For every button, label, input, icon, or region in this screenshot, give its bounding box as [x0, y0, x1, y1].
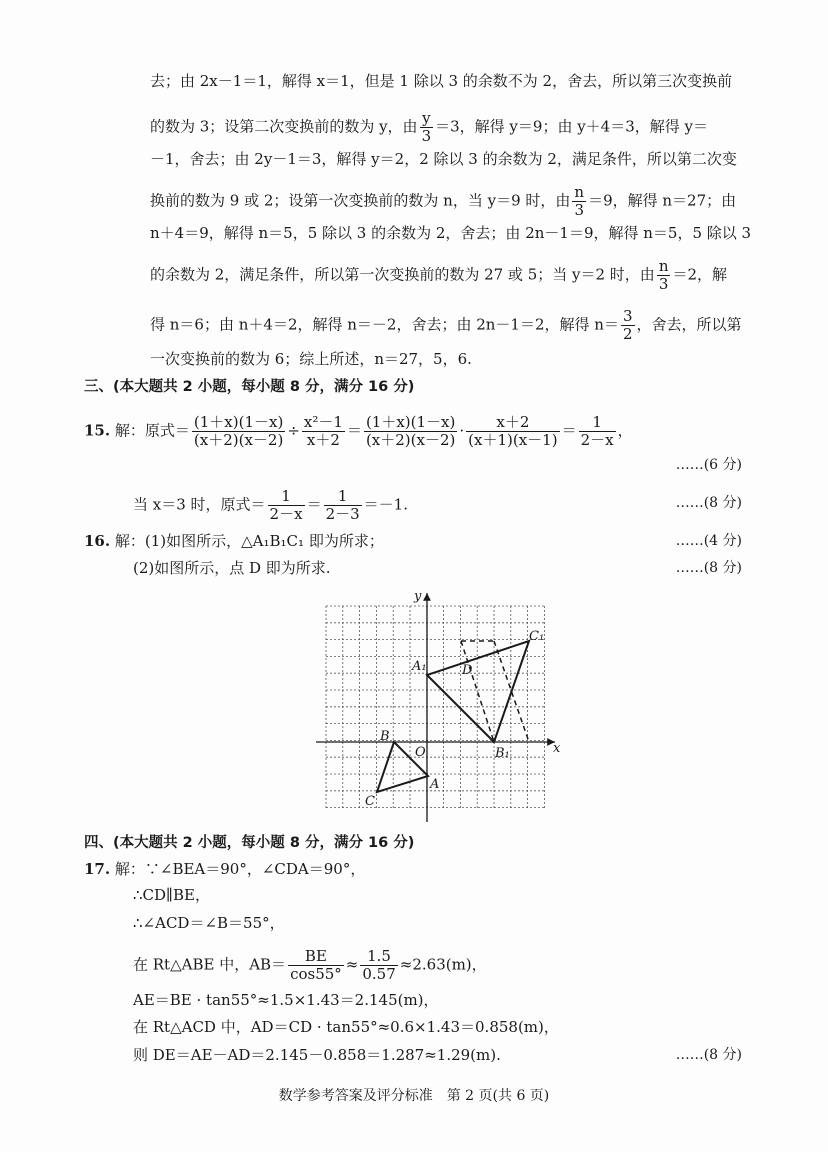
axes	[316, 593, 555, 822]
p14-line-4	[150, 184, 736, 219]
label-B1: B₁	[495, 746, 510, 761]
p15-div: ÷	[287, 421, 300, 440]
p14-line-2-a: 的数为 3；设第二次变换前的数为 y，由	[150, 117, 418, 136]
p15-score-1: ……(6 分)	[675, 457, 742, 473]
p15-eq-1: ＝	[346, 421, 362, 440]
p16-score-1: ……(4 分)	[675, 533, 742, 549]
p15-frac-2: $\frac{\text{x²－1}}{x+2}$	[303, 413, 343, 449]
triangle-A1B1C1	[427, 641, 529, 742]
p17-line-4-c: ≈2.63(m)，	[399, 955, 487, 974]
p17-line-7: 则 DE＝AE－AD＝2.145－0.858＝1.287≈1.29(m).	[133, 1046, 501, 1064]
p15-frac-7: $\frac{1}{2-3}$	[325, 487, 360, 523]
label-C1: C₁	[529, 629, 545, 644]
p17-line-4-a: 在 Rt△ABE 中，AB＝	[133, 955, 287, 974]
fraction-3-over-2: $\frac{3}{2}$	[622, 307, 633, 343]
p14-line-3: －1，舍去；由 2y－1＝3，解得 y＝2，2 除以 3 的余数为 2，满足条件，所以第二次变	[150, 150, 737, 168]
p15-end: ，	[617, 421, 633, 440]
p14-line-6-a: 的余数为 2，满足条件，所以第一次变换前的数为 27 或 5；当 y＝2 时，由	[150, 265, 655, 284]
p15-line-2	[133, 488, 408, 523]
p14-line-6-b: ＝2，解	[672, 265, 728, 284]
label-B: B	[380, 729, 390, 744]
label-x-axis: x	[553, 741, 561, 756]
p17-line-1	[84, 858, 365, 880]
p17-line-2: ∴CD∥BE，	[133, 886, 210, 904]
p14-line-1: 去；由 2x－1＝1，解得 x＝1，但是 1 除以 3 的余数不为 2，舍去，所以第三次变换前	[150, 72, 733, 90]
p17-line-3: ∴∠ACD＝∠B＝55°，	[133, 914, 285, 932]
p17-line-4-b: ≈	[345, 955, 359, 974]
p14-line-2	[150, 110, 708, 145]
section-4-heading: 四、(本大题共 2 小题，每小题 8 分，满分 16 分)	[84, 835, 415, 851]
p14-line-7	[150, 308, 742, 343]
triangle-ABC	[377, 742, 428, 792]
label-A1: A₁	[412, 659, 427, 674]
triangle-ABC-shape	[377, 742, 428, 792]
p15-frac-1: $\frac{(1+x)(1-x)}{(x+2)(x-2)}$	[193, 413, 284, 449]
label-origin: O	[415, 745, 426, 760]
p17-line-6: 在 Rt△ACD 中，AD＝CD · tan55°≈0.6×1.43＝0.858(m)，	[133, 1018, 559, 1036]
p15-eq-2: ＝	[561, 421, 577, 440]
p15-frac-6: $\frac{1}{2-x}$	[269, 487, 303, 523]
p17-label: 17.	[84, 860, 111, 878]
p15-frac-5: $\frac{1}{2-x}$	[580, 413, 614, 449]
p15-line-2-b: ＝－1.	[363, 495, 408, 514]
p17-line-4	[133, 948, 487, 983]
p14-line-4-b: ＝9，解得 n＝27；由	[588, 191, 737, 210]
p15-line-2-a: 当 x＝3 时，原式＝	[133, 495, 266, 514]
p15-frac-3: $\frac{(1+x)(1-x)}{(x+2)(x-2)}$	[365, 413, 456, 449]
grid	[326, 606, 545, 810]
label-C: C	[365, 794, 375, 809]
p14-line-7-a: 得 n＝6；由 n＋4＝2，解得 n＝－2，舍去；由 2n－1＝2，解得 n＝	[150, 315, 619, 334]
label-A: A	[430, 777, 440, 792]
p17-score: ……(8 分)	[675, 1047, 742, 1063]
label-y-axis: y	[414, 589, 422, 604]
p17-frac-2: $\frac{1.5}{0.57}$	[362, 947, 396, 983]
p16-line-1-text: 解：(1)如图所示，△A₁B₁C₁ 即为所求；	[114, 532, 384, 550]
p17-line-5: AE＝BE · tan55°≈1.5×1.43＝2.145(m)，	[133, 991, 439, 1009]
dash-line-2	[494, 641, 529, 742]
p14-line-4-a: 换前的数为 9 或 2；设第一次变换前的数为 n，当 y＝9 时，由	[150, 191, 571, 210]
section-3-heading: 三、(本大题共 2 小题，每小题 8 分，满分 16 分)	[84, 379, 415, 395]
p15-frac-4: $\frac{x+2}{(x+1)(x-1)}$	[468, 413, 558, 449]
p17-frac-1: $\frac{BE}{\cos 55^\circ}$	[290, 947, 342, 983]
fraction-n-over-3-a: $\frac{n}{3}$	[574, 183, 585, 219]
p16-score-2: ……(8 分)	[675, 560, 742, 576]
p14-line-5: n＋4＝9，解得 n＝5，5 除以 3 的余数为 2，舍去；由 2n－1＝9，解得 n＝5，5 除以 3	[150, 224, 752, 242]
p15-dot: ·	[459, 421, 465, 440]
p15-lead: 解：原式＝	[114, 421, 190, 440]
dashed-construction	[461, 641, 529, 742]
triangle-A1B1C1-shape	[427, 641, 529, 742]
p15-label: 15.	[84, 421, 111, 440]
dash-line-1	[461, 641, 494, 742]
p15-line-1	[84, 414, 633, 449]
fraction-y-over-3: $\frac{y}{3}$	[421, 109, 432, 145]
p14-line-8: 一次变换前的数为 6；综上所述，n＝27，5，6.	[150, 350, 472, 368]
fraction-n-over-3-b: $\frac{n}{3}$	[658, 257, 669, 293]
p15-score-2: ……(8 分)	[675, 495, 742, 511]
p14-line-6	[150, 258, 727, 293]
p17-line-1-text: 解：∵∠BEA＝90°，∠CDA＝90°，	[114, 860, 366, 878]
page-footer: 数学参考答案及评分标准 第 2 页(共 6 页)	[278, 1088, 550, 1104]
p16-line-1	[84, 530, 384, 552]
p16-label: 16.	[84, 532, 111, 550]
p16-line-2: (2)如图所示，点 D 即为所求.	[133, 559, 331, 577]
p14-line-2-b: ＝3，解得 y＝9；由 y＋4＝3，解得 y＝	[435, 117, 709, 136]
p14-line-7-b: ，舍去，所以第	[636, 315, 742, 334]
p15-eq-3: ＝	[306, 495, 322, 514]
label-D: D	[462, 663, 473, 678]
